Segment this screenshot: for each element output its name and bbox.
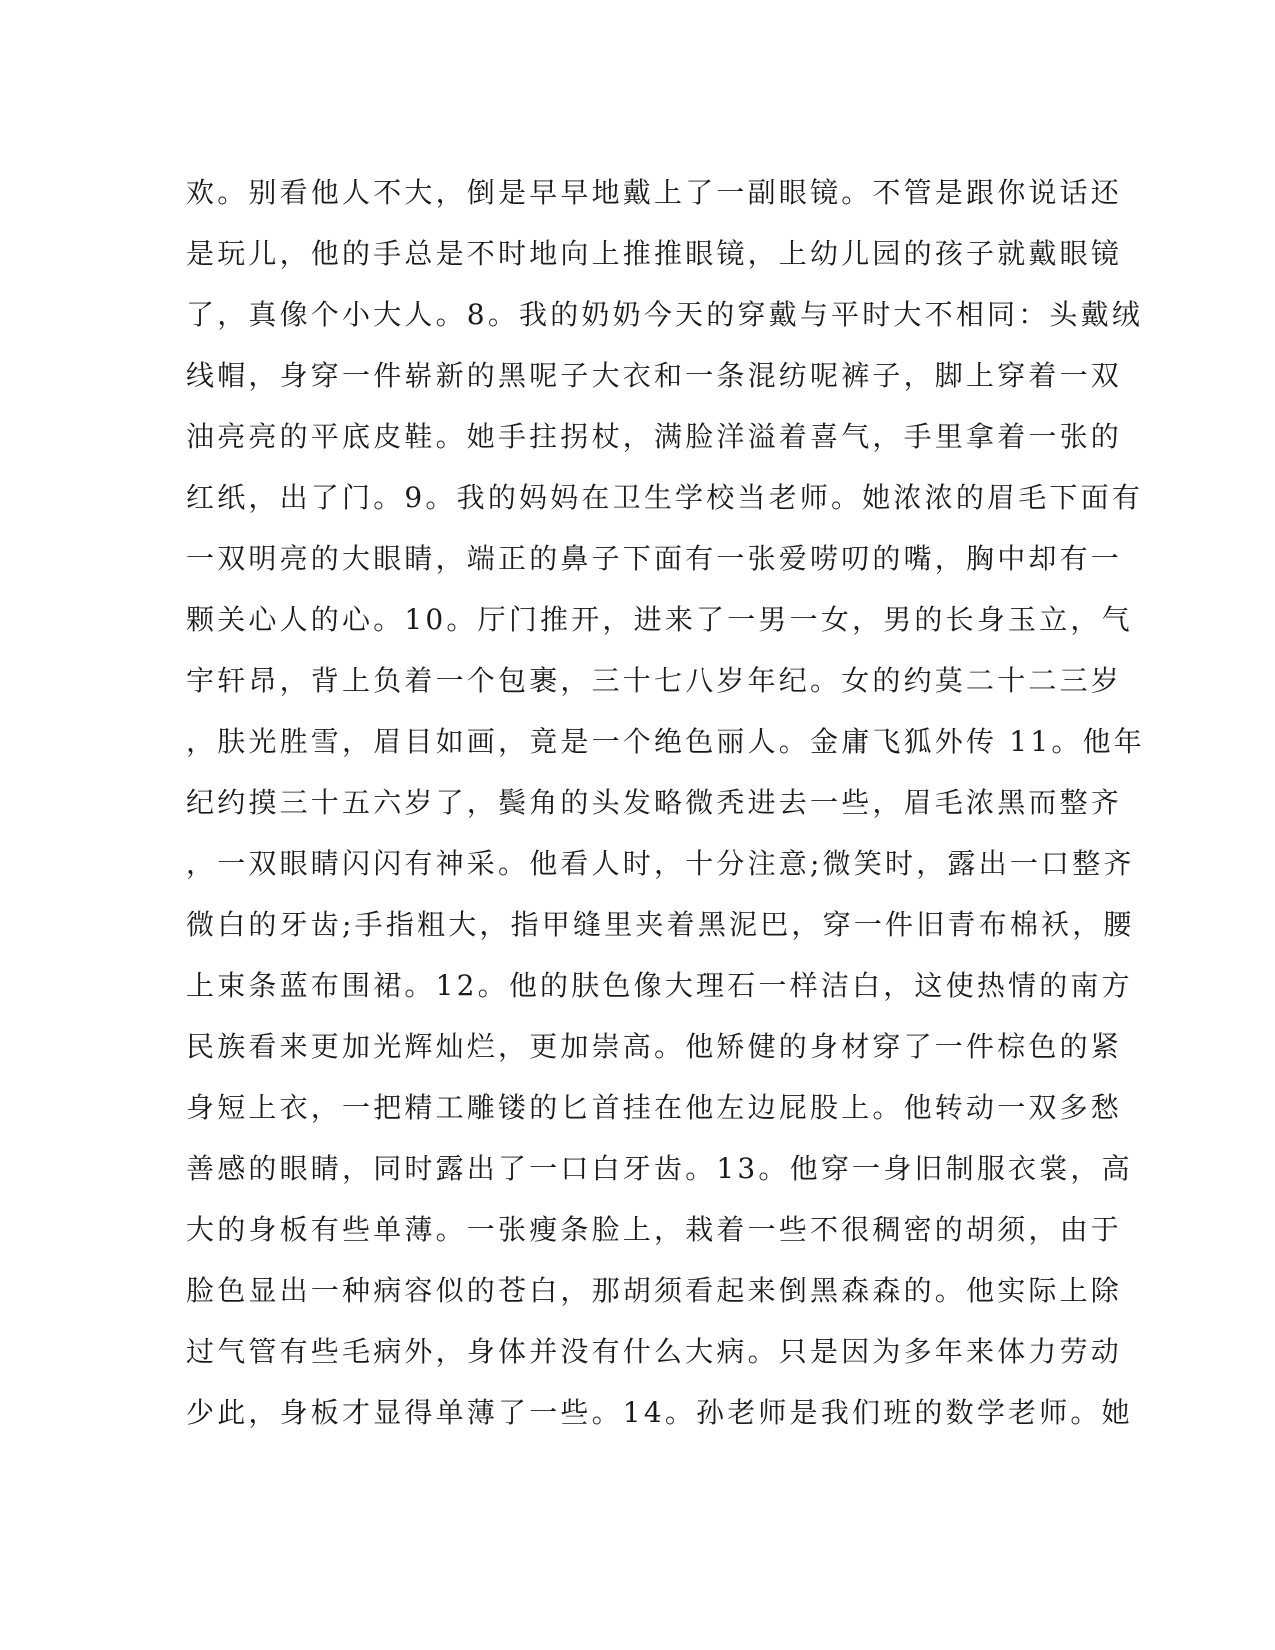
text-line: 善感的眼睛，同时露出了一口白牙齿。13。他穿一身旧制服衣裳，高	[186, 1152, 1133, 1185]
text-line: 线帽，身穿一件崭新的黑呢子大衣和一条混纺呢裤子，脚上穿着一双	[186, 359, 1123, 392]
text-line: ，肤光胜雪，眉目如画，竟是一个绝色丽人。金庸飞狐外传 11。他年	[186, 725, 1145, 758]
text-line: 上束条蓝布围裙。12。他的肤色像大理石一样洁白，这使热情的南方	[186, 969, 1133, 1002]
text-line: ，一双眼睛闪闪有神采。他看人时，十分注意;微笑时，露出一口整齐	[186, 847, 1135, 880]
text-line: 大的身板有些单薄。一张瘦条脸上，栽着一些不很稠密的胡须，由于	[186, 1213, 1123, 1246]
text-line: 一双明亮的大眼睛，端正的鼻子下面有一张爱唠叨的嘴，胸中却有一	[186, 542, 1123, 575]
text-line: 微白的牙齿;手指粗大，指甲缝里夹着黑泥巴，穿一件旧青布棉袄，腰	[186, 908, 1135, 941]
text-line: 是玩儿，他的手总是不时地向上推推眼镜，上幼儿园的孩子就戴眼镜	[186, 237, 1123, 270]
text-line: 纪约摸三十五六岁了，鬓角的头发略微秃进去一些，眉毛浓黑而整齐	[186, 786, 1123, 819]
text-line: 脸色显出一种病容似的苍白，那胡须看起来倒黑森森的。他实际上除	[186, 1274, 1123, 1307]
text-line: 民族看来更加光辉灿烂，更加崇高。他矫健的身材穿了一件棕色的紧	[186, 1030, 1123, 1063]
body-text	[186, 162, 1145, 1443]
text-line: 身短上衣，一把精工雕镂的匕首挂在他左边屁股上。他转动一双多愁	[186, 1091, 1123, 1124]
text-line: 欢。别看他人不大，倒是早早地戴上了一副眼镜。不管是跟你说话还	[186, 176, 1123, 209]
text-line: 油亮亮的平底皮鞋。她手拄拐杖，满脸洋溢着喜气，手里拿着一张的	[186, 420, 1123, 453]
text-line: 了，真像个小大人。8。我的奶奶今天的穿戴与平时大不相同：头戴绒	[186, 298, 1144, 331]
text-line: 少此，身板才显得单薄了一些。14。孙老师是我们班的数学老师。她	[186, 1396, 1133, 1429]
text-line: 宇轩昂，背上负着一个包裹，三十七八岁年纪。女的约莫二十二三岁	[186, 664, 1123, 697]
text-line: 红纸，出了门。9。我的妈妈在卫生学校当老师。她浓浓的眉毛下面有	[186, 481, 1144, 514]
text-line: 颗关心人的心。10。厅门推开，进来了一男一女，男的长身玉立，气	[186, 603, 1133, 636]
text-line: 过气管有些毛病外，身体并没有什么大病。只是因为多年来体力劳动	[186, 1335, 1123, 1368]
